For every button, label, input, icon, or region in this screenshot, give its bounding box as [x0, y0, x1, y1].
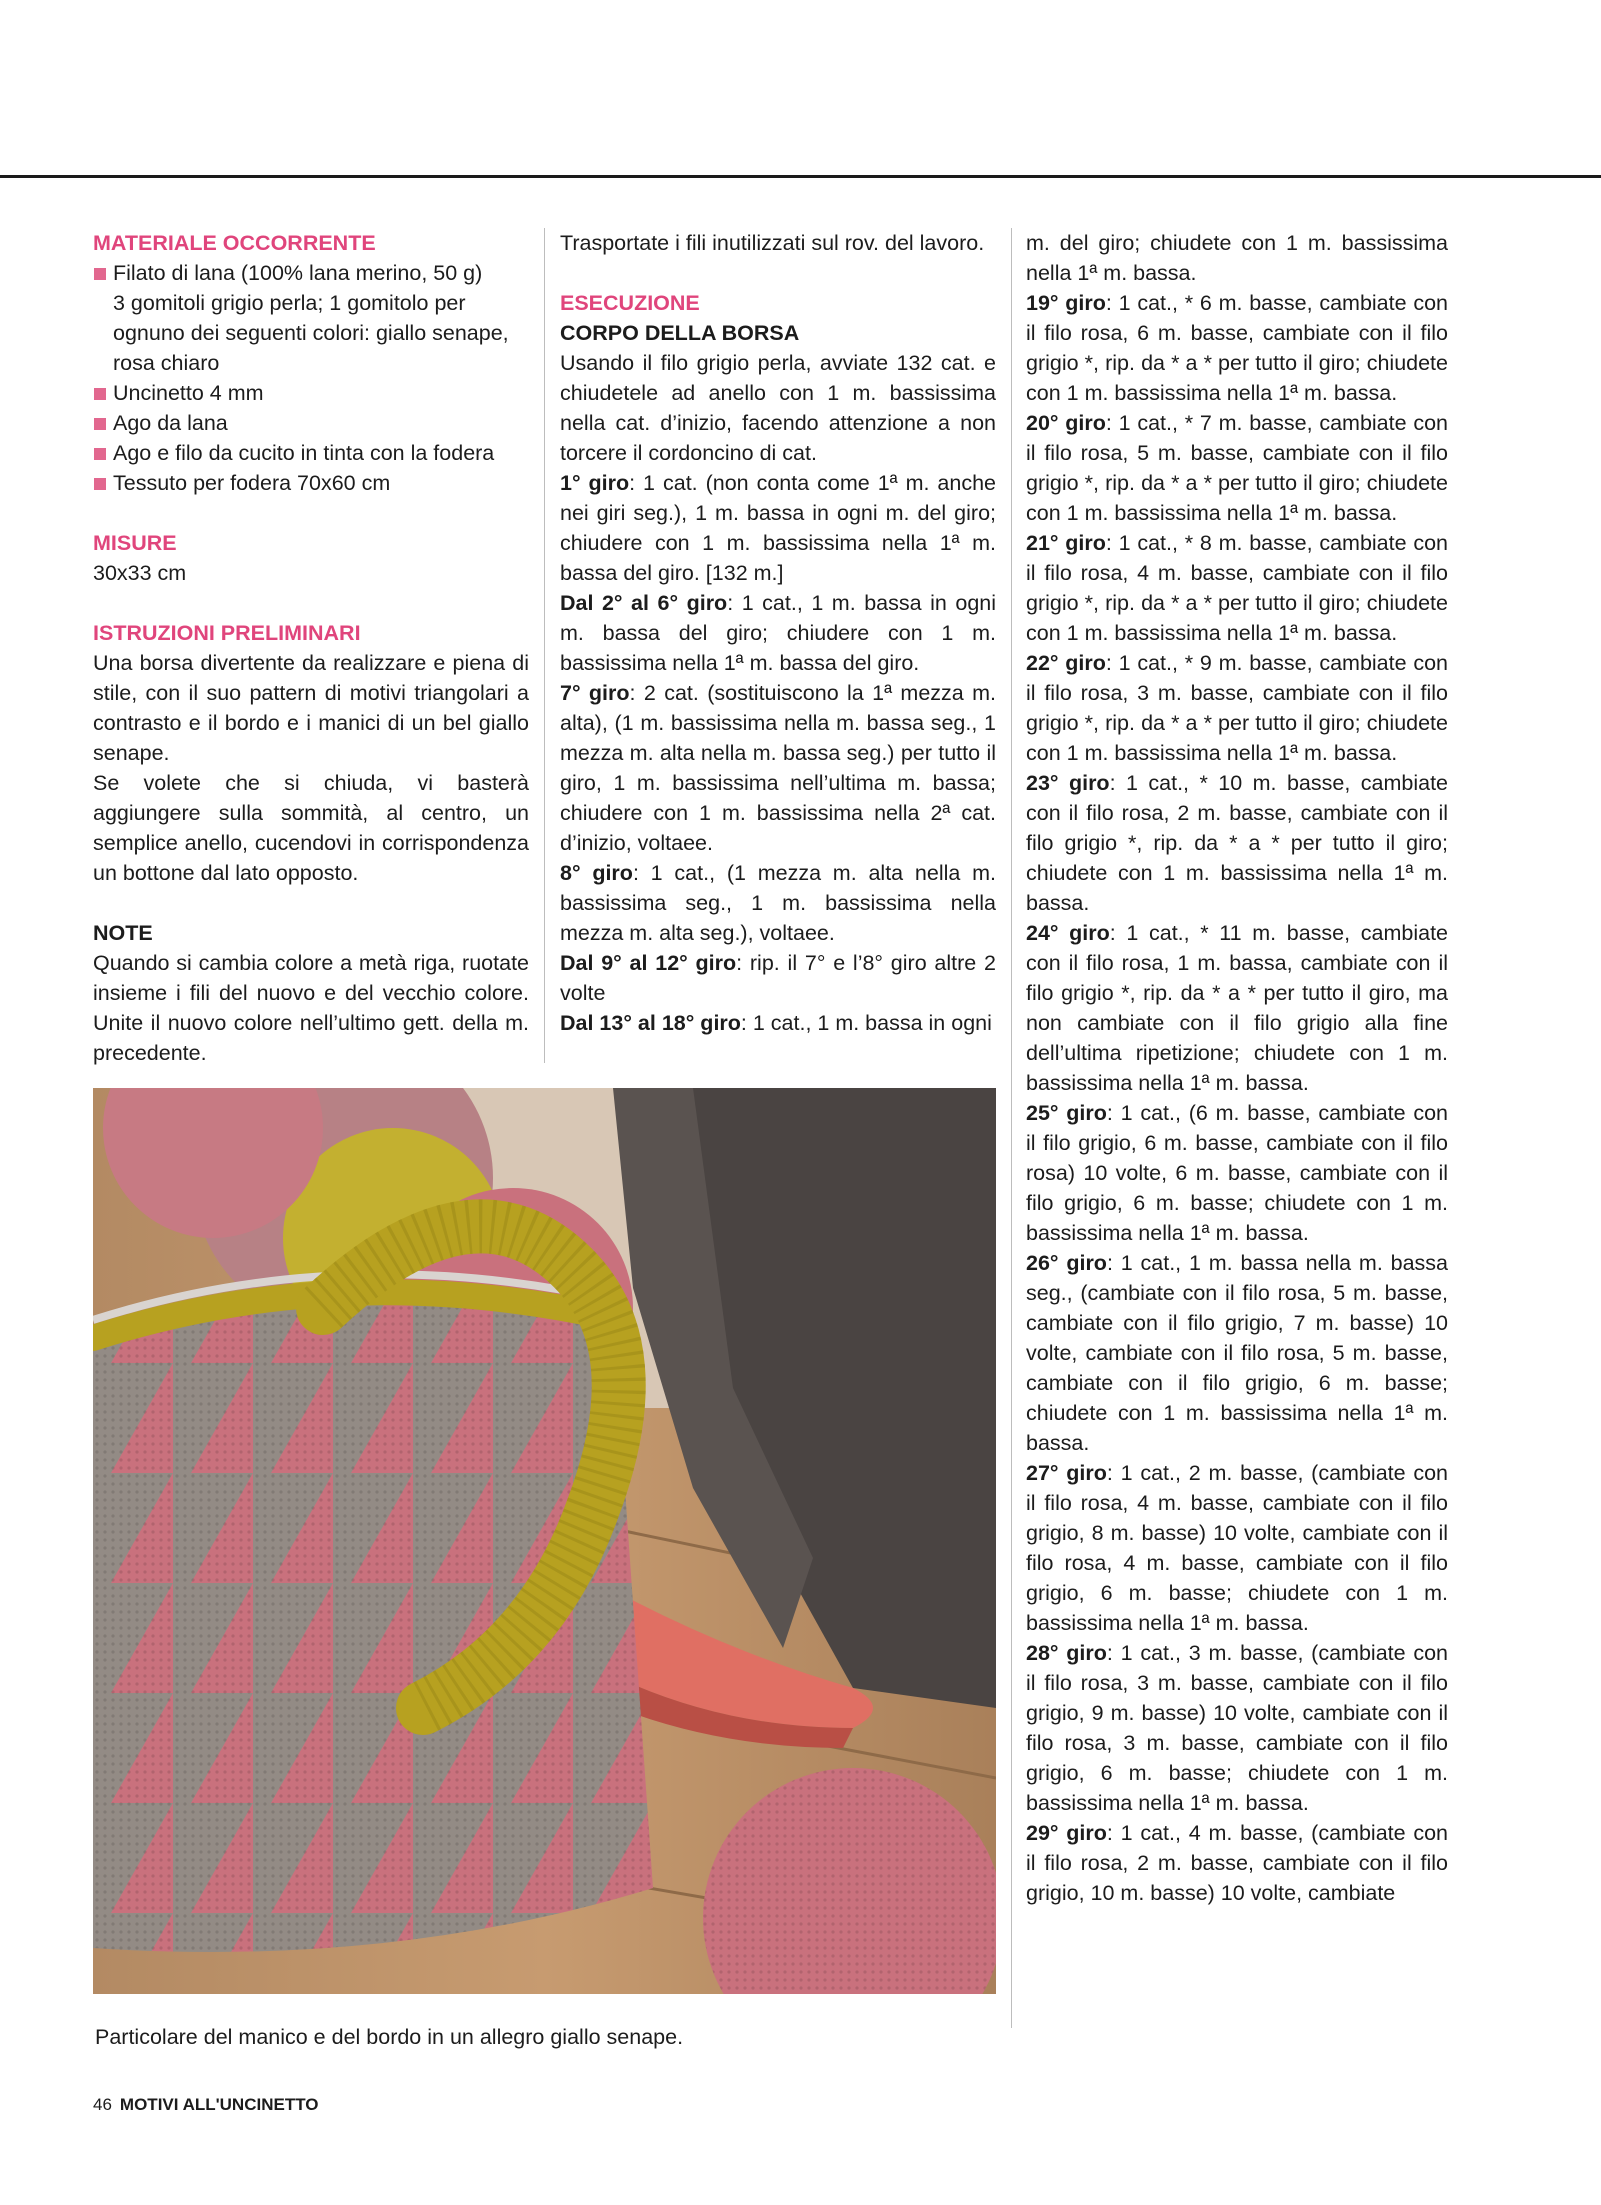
round-instruction: [1026, 528, 1448, 648]
round-text: : 1 cat., (6 m. basse, cambiate con il filo grigio, 6 m. basse, cambiate con il filo rosa) 10 volte, 6 m. basse, cambiate con il filo grigio, 6 m. basse; chiudete con 1 m. bassissima nella 1ª m. bassa.: [1026, 1101, 1449, 1245]
round-label: 19° giro: [1026, 291, 1106, 315]
product-photo: [93, 1088, 996, 1994]
round-instruction: [1026, 918, 1448, 1098]
round-instruction: [1026, 648, 1448, 768]
round-label: 28° giro: [1026, 1641, 1107, 1665]
corpo-title: CORPO DELLA BORSA: [560, 321, 800, 345]
corpo-text: Usando il filo grigio perla, avviate 132 cat. e chiudetele ad anello con 1 m. bassissima nella cat. d’inizio, facendo attenzione a non torcere il cordoncino di cat.: [560, 351, 996, 465]
note-title: NOTE: [93, 921, 153, 945]
round-text: : 1 cat., 1 m. bassa in ogni m. bassa del giro; chiudere con 1 m. bassissima nella 1ª m. bassa del giro.: [560, 591, 997, 675]
round-text: : 1 cat., 3 m. basse, (cambiate con il filo rosa, 3 m. basse, cambiate con il filo grigio, 9 m. basse) 10 volte, cambiate con il filo rosa, 3 m. basse, cambiate con il filo grigio, 6 m. basse; chiudete con 1 m. bassissima nella 1ª m. bassa.: [1026, 1641, 1449, 1815]
round-label: 1° giro: [560, 471, 630, 495]
round-instruction: [560, 948, 996, 1008]
istruzioni-paragraph: Una borsa divertente da realizzare e piena di stile, con il suo pattern di motivi triangolari a contrasto e il bordo e i manici di un bel giallo senape.: [93, 651, 529, 765]
round-text: : 1 cat., 1 m. bassa nella m. bassa seg., (cambiate con il filo rosa, 5 m. basse, cambiate con il filo grigio, 7 m. basse) 10 volte, cambiate con il filo rosa, 5 m. basse, cambiate con il filo grigio, 6 m. basse; chiudete con 1 m. bassissima nella 1ª m. bassa.: [1026, 1251, 1448, 1455]
round-instruction: [1026, 1638, 1448, 1818]
photo-caption: Particolare del manico e del bordo in un allegro giallo senape.: [95, 2024, 684, 2049]
materiale-item-continuation: 3 gomitoli grigio perla; 1 gomitolo per ognuno dei seguenti colori: giallo senape, rosa chiaro: [113, 291, 509, 375]
round-label: 7° giro: [560, 681, 630, 705]
column-3: [1026, 228, 1448, 1908]
materiale-item: Tessuto per fodera 70x60 cm: [93, 468, 529, 498]
materiale-item: Ago da lana: [93, 408, 529, 438]
round-instruction: [1026, 1098, 1448, 1248]
round-instruction: [560, 1008, 996, 1038]
round-label: 24° giro: [1026, 921, 1110, 945]
magazine-name: MOTIVI ALL'UNCINETTO: [119, 2095, 319, 2114]
round-text: : 1 cat., 1 m. bassa in ogni: [740, 1011, 992, 1035]
round-label: 22° giro: [1026, 651, 1106, 675]
column-divider: [1011, 228, 1012, 2028]
round-label: 21° giro: [1026, 531, 1106, 555]
istruzioni-paragraph: Se volete che si chiuda, vi basterà aggiungere sulla sommità, al centro, un semplice anello, cucendovi in corrispondenza un bottone dal lato opposto.: [93, 771, 529, 885]
round-instruction: [560, 588, 996, 678]
materiale-item: Uncinetto 4 mm: [93, 378, 529, 408]
misure-title: MISURE: [93, 531, 177, 555]
round-label: 25° giro: [1026, 1101, 1107, 1125]
column-divider: [544, 228, 545, 1063]
col3-intro: m. del giro; chiudete con 1 m. bassissima nella 1ª m. bassa.: [1026, 231, 1448, 285]
round-instruction: [560, 468, 996, 588]
round-instruction: [1026, 1818, 1448, 1908]
round-text: : 1 cat., 4 m. basse, (cambiate con il filo rosa, 2 m. basse, cambiate con il filo grigio, 10 m. basse) 10 volte, cambiate: [1026, 1821, 1449, 1905]
misure-value: 30x33 cm: [93, 561, 187, 585]
round-instruction: [560, 858, 996, 948]
round-text: : 1 cat., * 9 m. basse, cambiate con il filo rosa, 3 m. basse, cambiate con il filo grigio *, rip. da * a * per tutto il giro; chiudete con 1 m. bassissima nella 1ª m. bassa.: [1026, 651, 1448, 765]
round-label: Dal 2° al 6° giro: [560, 591, 728, 615]
round-instruction: [1026, 768, 1448, 918]
round-label: Dal 9° al 12° giro: [560, 951, 737, 975]
top-rule: [0, 175, 1601, 178]
round-label: 20° giro: [1026, 411, 1106, 435]
round-label: 29° giro: [1026, 1821, 1107, 1845]
col2-intro: Trasportate i fili inutilizzati sul rov. del lavoro.: [560, 231, 985, 255]
istruzioni-title: ISTRUZIONI PRELIMINARI: [93, 621, 361, 645]
round-text: : 1 cat., * 6 m. basse, cambiate con il filo rosa, 6 m. basse, cambiate con il filo grigio *, rip. da * a * per tutto il giro; chiudete con 1 m. bassissima nella 1ª m. bassa.: [1026, 291, 1448, 405]
round-text: : 1 cat. (non conta come 1ª m. anche nei giri seg.), 1 m. bassa in ogni m. del giro; chiudere con 1 m. bassissima nella 1ª m. bassa del giro. [132 m.]: [560, 471, 996, 585]
materiale-title: MATERIALE OCCORRENTE: [93, 231, 376, 255]
round-label: 27° giro: [1026, 1461, 1107, 1485]
esecuzione-title: ESECUZIONE: [560, 291, 700, 315]
round-text: : 1 cat., * 10 m. basse, cambiate con il filo rosa, 2 m. basse, cambiate con il filo grigio *, rip. da * a * per tutto il giro; chiudete con 1 m. bassissima nella 1ª m. bassa.: [1026, 771, 1449, 915]
round-text: : 1 cat., * 8 m. basse, cambiate con il filo rosa, 4 m. basse, cambiate con il filo grigio *, rip. da * a * per tutto il giro; chiudete con 1 m. bassissima nella 1ª m. bassa.: [1026, 531, 1448, 645]
round-text: : 2 cat. (sostituiscono la 1ª mezza m. alta), (1 m. bassissima nella m. bassa seg., 1 mezza m. alta nella m. bassa seg.) per tutto il giro, 1 m. bassissima nell’ultima m. bassa; chiudere con 1 m. bassissima nella 2ª cat. d’inizio, voltaee.: [560, 681, 996, 855]
note-text: Quando si cambia colore a metà riga, ruotate insieme i fili del nuovo e del vecchio colore. Unite il nuovo colore nell’ultimo gett. della m. precedente.: [93, 951, 529, 1065]
round-text: : rip. il 7° e l’8° giro altre 2 volte: [560, 951, 996, 1005]
round-label: 8° giro: [560, 861, 633, 885]
footer: [93, 2094, 319, 2116]
round-instruction: [1026, 1458, 1448, 1638]
round-instruction: [560, 678, 996, 858]
round-text: : 1 cat., 2 m. basse, (cambiate con il filo rosa, 4 m. basse, cambiate con il filo grigio, 8 m. basse) 10 volte, cambiate con il filo rosa, 4 m. basse, cambiate con il filo grigio, 6 m. basse; chiudete con 1 m. bassissima nella 1ª m. bassa.: [1026, 1461, 1449, 1635]
round-text: : 1 cat., * 7 m. basse, cambiate con il filo rosa, 5 m. basse, cambiate con il filo grigio *, rip. da * a * per tutto il giro; chiudete con 1 m. bassissima nella 1ª m. bassa.: [1026, 411, 1448, 525]
column-1: [93, 228, 529, 1068]
round-instruction: [1026, 408, 1448, 528]
materiale-item: Ago e filo da cucito in tinta con la fodera: [93, 438, 529, 468]
materiale-item: Filato di lana (100% lana merino, 50 g): [93, 258, 529, 288]
round-text: : 1 cat., (1 mezza m. alta nella m. bassissima seg., 1 m. bassissima nella mezza m. alta seg.), voltaee.: [560, 861, 996, 945]
round-label: Dal 13° al 18° giro: [560, 1011, 741, 1035]
round-label: 26° giro: [1026, 1251, 1107, 1275]
column-2: [560, 228, 996, 1038]
crochet-bag-illustration: [93, 1088, 996, 1994]
round-text: : 1 cat., * 11 m. basse, cambiate con il filo rosa, 1 m. bassa, cambiate con il filo grigio *, rip. da * a * per tutto il giro, ma non cambiate con il filo grigio alla fine dell’ultima ripetizione; chiudete con 1 m. bassissima nella 1ª m. bassa.: [1026, 921, 1448, 1095]
page-number: 46: [93, 2095, 112, 2114]
round-label: 23° giro: [1026, 771, 1110, 795]
round-instruction: [1026, 1248, 1448, 1458]
round-instruction: [1026, 288, 1448, 408]
